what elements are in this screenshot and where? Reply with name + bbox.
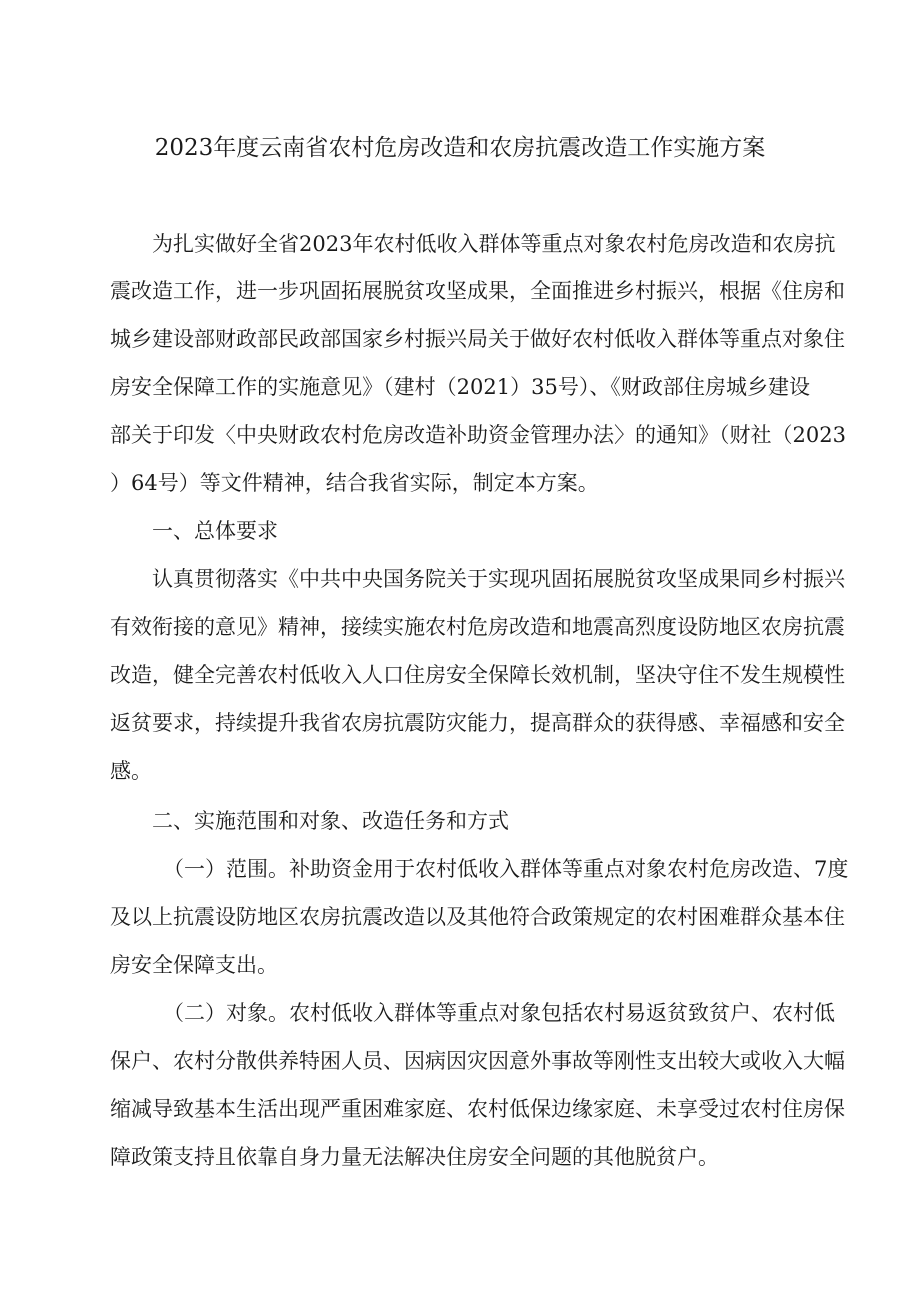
- intro-line-6: ）64号）等文件精神，结合我省实际，制定本方案。: [110, 471, 599, 495]
- intro-line-2: 震改造工作，进一步巩固拓展脱贫攻坚成果，全面推进乡村振兴，根据《住房和: [110, 279, 845, 303]
- document-title: 2023年度云南省农村危房改造和农房抗震改造工作实施方案: [154, 135, 766, 161]
- section1-line-1: 认真贯彻落实《中共中央国务院关于实现巩固拓展脱贫攻坚成果同乡村振兴: [152, 567, 845, 591]
- intro-line-5: 部关于印发〈中央财政农村危房改造补助资金管理办法〉的通知》（财社（2023: [110, 423, 846, 447]
- section-heading-2: 二、实施范围和对象、改造任务和方式: [152, 809, 509, 833]
- sub1-line-3: 房安全保障支出。: [110, 953, 278, 977]
- intro-line-3: 城乡建设部财政部民政部国家乡村振兴局关于做好农村低收入群体等重点对象住: [110, 327, 845, 351]
- sub2-line-1: （二）对象。农村低收入群体等重点对象包括农村易返贫致贫户、农村低: [163, 1001, 835, 1025]
- section1-line-4: 返贫要求，持续提升我省农房抗震防灾能力，提高群众的获得感、幸福感和安全: [110, 711, 845, 735]
- sub2-line-2: 保户、农村分散供养特困人员、因病因灾因意外事故等刚性支出较大或收入大幅: [110, 1049, 845, 1073]
- section-heading-1: 一、总体要求: [152, 519, 278, 543]
- intro-line-1: 为扎实做好全省2023年农村低收入群体等重点对象农村危房改造和农房抗: [152, 232, 836, 256]
- section1-line-3: 改造，健全完善农村低收入人口住房安全保障长效机制，坚决守住不发生规模性: [110, 663, 845, 687]
- sub1-line-2: 及以上抗震设防地区农房抗震改造以及其他符合政策规定的农村困难群众基本住: [110, 905, 845, 929]
- sub2-line-4: 障政策支持且依靠自身力量无法解决住房安全问题的其他脱贫户。: [110, 1145, 719, 1169]
- intro-line-4: 房安全保障工作的实施意见》（建村（2021）35号）、《财政部住房城乡建设: [110, 375, 810, 399]
- sub2-line-3: 缩减导致基本生活出现严重困难家庭、农村低保边缘家庭、未享受过农村住房保: [110, 1097, 845, 1121]
- sub1-line-1: （一）范围。补助资金用于农村低收入群体等重点对象农村危房改造、7度: [163, 857, 849, 881]
- section1-line-5: 感。: [110, 759, 152, 783]
- section1-line-2: 有效衔接的意见》精神，接续实施农村危房改造和地震高烈度设防地区农房抗震: [110, 615, 845, 639]
